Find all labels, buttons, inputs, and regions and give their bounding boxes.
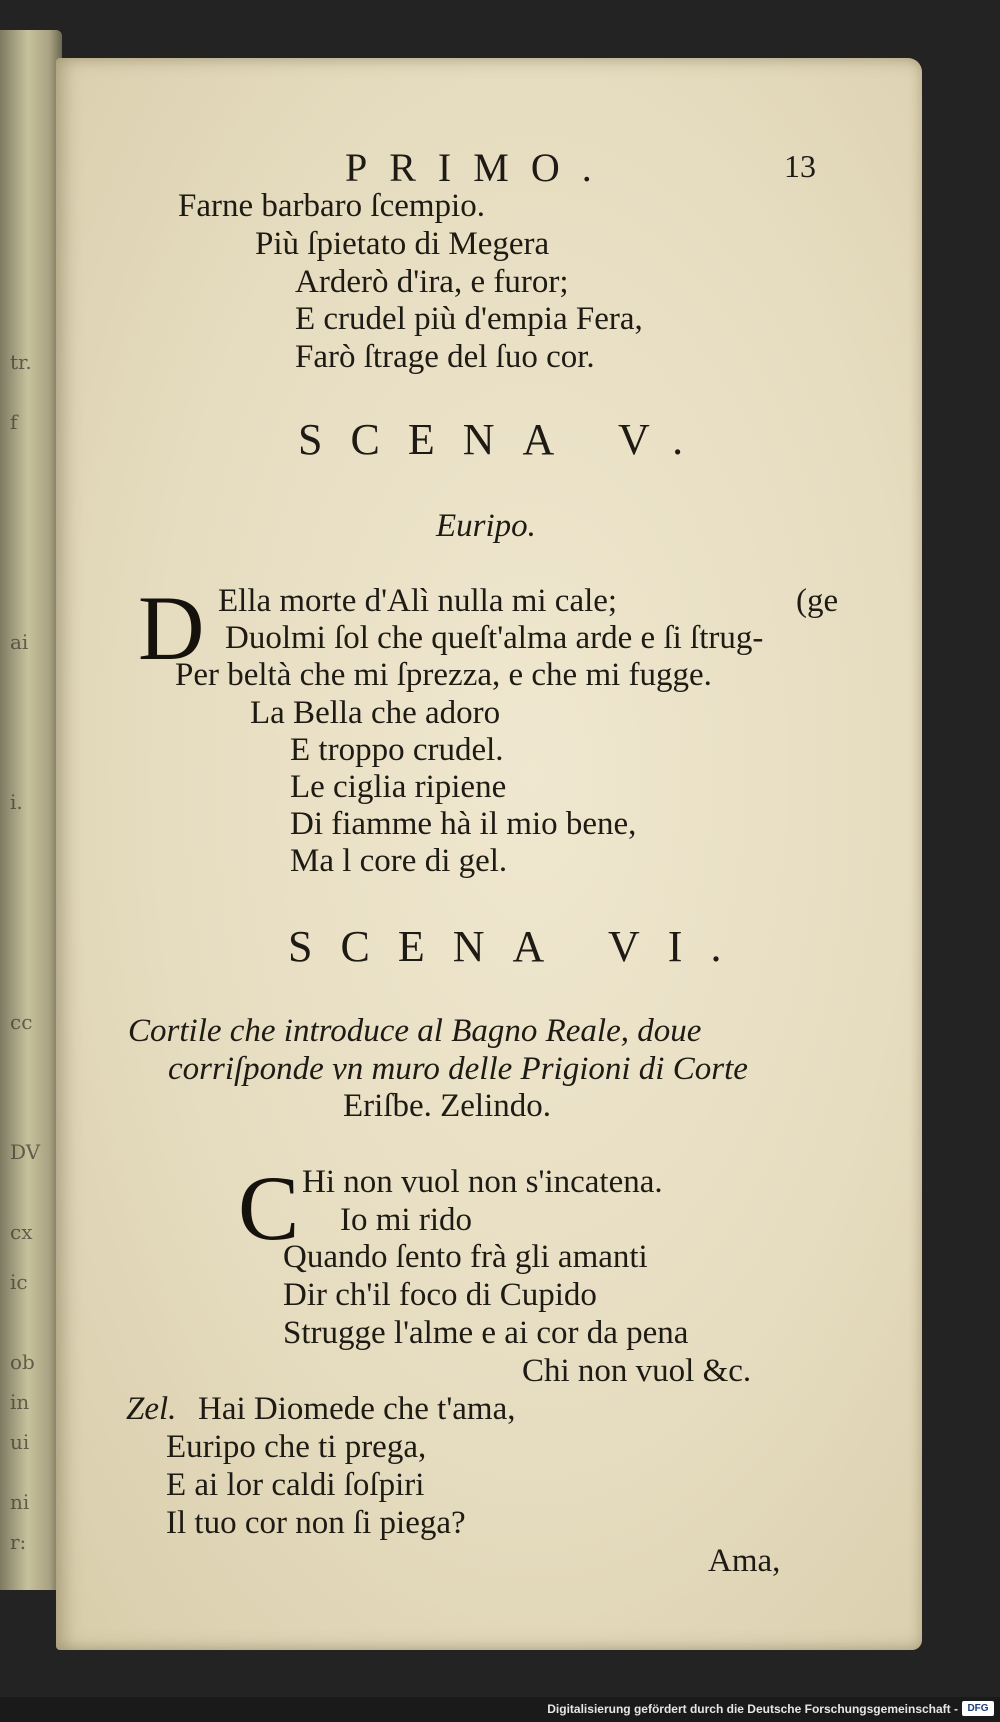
drop-cap: C	[238, 1157, 300, 1259]
spine-fragment: ai	[10, 630, 29, 654]
spine-fragment: ui	[10, 1430, 30, 1454]
verse-line: Dir ch'il foco di Cupido	[283, 1277, 597, 1313]
funding-credit: Digitalisierung gefördert durch die Deutsche Forschungsgemeinschaft -	[547, 1702, 958, 1716]
character-list: Eriſbe. Zelindo.	[343, 1088, 552, 1124]
spine-fragment: in	[10, 1390, 30, 1414]
verse-line: Io mi rido	[340, 1202, 472, 1238]
verse-line: E troppo crudel.	[290, 732, 504, 768]
verse-line: Farò ſtrage del ſuo cor.	[295, 339, 595, 375]
verse-line: Arderò d'ira, e furor;	[295, 264, 569, 300]
verse-line: Ma l core di gel.	[290, 843, 508, 879]
spine-fragment: cc	[10, 1010, 33, 1034]
spine-fragment: r:	[10, 1530, 27, 1554]
adjacent-page-edge	[0, 30, 62, 1590]
drop-cap: D	[138, 577, 205, 679]
verse-line-turnover: (ge	[796, 583, 839, 619]
verse-line: Euripo che ti prega,	[166, 1429, 427, 1465]
running-head: PRIMO.	[345, 145, 614, 190]
verse-line: E crudel più d'empia Fera,	[295, 301, 643, 337]
adjacent-page-text	[8, 110, 54, 1570]
page-number: 13	[784, 148, 816, 184]
scene-heading: SCENA VI.	[288, 922, 750, 971]
verse-line: Il tuo cor non ſi piega?	[166, 1505, 466, 1541]
verse-line: Hai Diomede che t'ama,	[198, 1391, 516, 1427]
spine-fragment: i.	[10, 790, 23, 814]
stage-direction: Cortile che introduce al Bagno Reale, doue	[128, 1013, 702, 1049]
verse-line: E ai lor caldi ſoſpiri	[166, 1467, 425, 1503]
verse-line: Per beltà che mi ſprezza, e che mi fugge.	[175, 657, 712, 693]
spine-fragment: cx	[10, 1220, 33, 1244]
scene-heading: SCENA V.	[298, 415, 712, 464]
verse-line: La Bella che adoro	[250, 695, 501, 731]
spine-fragment: tr.	[10, 350, 32, 374]
verse-line: Quando ſento frà gli amanti	[283, 1239, 648, 1275]
verse-line: Più ſpietato di Megera	[255, 226, 550, 262]
verse-line: Strugge l'alme e ai cor da pena	[283, 1315, 689, 1351]
refrain-line: Chi non vuol &c.	[522, 1353, 752, 1389]
dfg-logo: DFG	[962, 1701, 994, 1716]
speaker-label: Zel.	[126, 1391, 177, 1427]
spine-fragment: DV	[10, 1140, 41, 1164]
catchword: Ama,	[708, 1543, 781, 1579]
spine-fragment: ob	[10, 1350, 35, 1374]
verse-line: Di fiamme hà il mio bene,	[290, 806, 637, 842]
verse-line: Ella morte d'Alì nulla mi cale;	[218, 583, 618, 619]
verse-line: Hi non vuol non s'incatena.	[302, 1164, 663, 1200]
stage-direction: corriſponde vn muro delle Prigioni di Corte	[168, 1051, 748, 1087]
spine-fragment: ic	[10, 1270, 28, 1294]
verse-line: Le ciglia ripiene	[290, 769, 507, 805]
verse-line: Farne barbaro ſcempio.	[178, 188, 485, 224]
spine-fragment: ni	[10, 1490, 30, 1514]
spine-fragment: f	[10, 410, 18, 434]
character-name: Euripo.	[436, 508, 536, 544]
verse-line: Duolmi ſol che queſt'alma arde e ſi ſtrug-	[225, 620, 764, 656]
